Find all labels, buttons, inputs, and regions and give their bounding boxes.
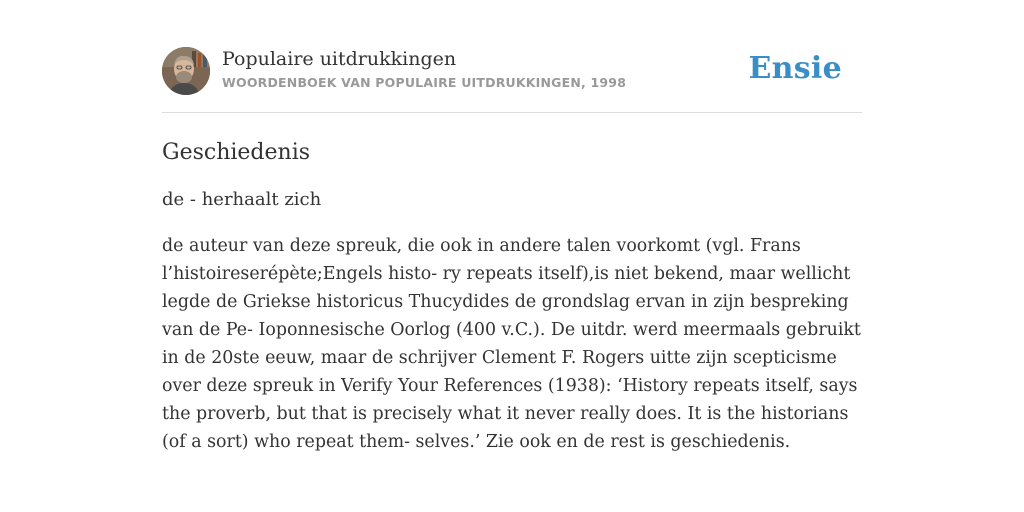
entry-card: [162, 44, 862, 456]
entry-subtitle: de - herhaalt zich: [162, 189, 322, 210]
source-subtitle[interactable]: WOORDENBOEK VAN POPULAIRE UITDRUKKINGEN, 1998: [222, 75, 627, 90]
entry-body: de auteur van deze spreuk, die ook in andere talen voorkomt (vgl. Frans l’histoireserépète;Engels histo- ry repeats itself),is niet bekend, maar wellicht legde de Griekse historicus Thucydides de grondslag ervan in zijn bespreking van de Pe- Ioponnesische Oorlog (400 v.C.). De uitdr. werd meermaals gebruikt in de 20ste eeuw, maar de schrijver Clement F. Rogers uitte zijn scepticisme over deze spreuk in Verify Your References (1938): ‘History repeats itself, says the proverb, but that is precisely what it never really does. It is the historians (of a sort) who repeat them- selves.’ Zie ook en de rest is geschiedenis.: [162, 236, 861, 452]
entry-title: Geschiedenis: [162, 140, 311, 165]
entry-header: [162, 44, 862, 113]
brand-logo[interactable]: Ensie: [748, 51, 842, 86]
author-portrait-icon[interactable]: [162, 47, 210, 95]
source-title[interactable]: Populaire uitdrukkingen: [222, 48, 457, 70]
source-info: [222, 46, 626, 92]
